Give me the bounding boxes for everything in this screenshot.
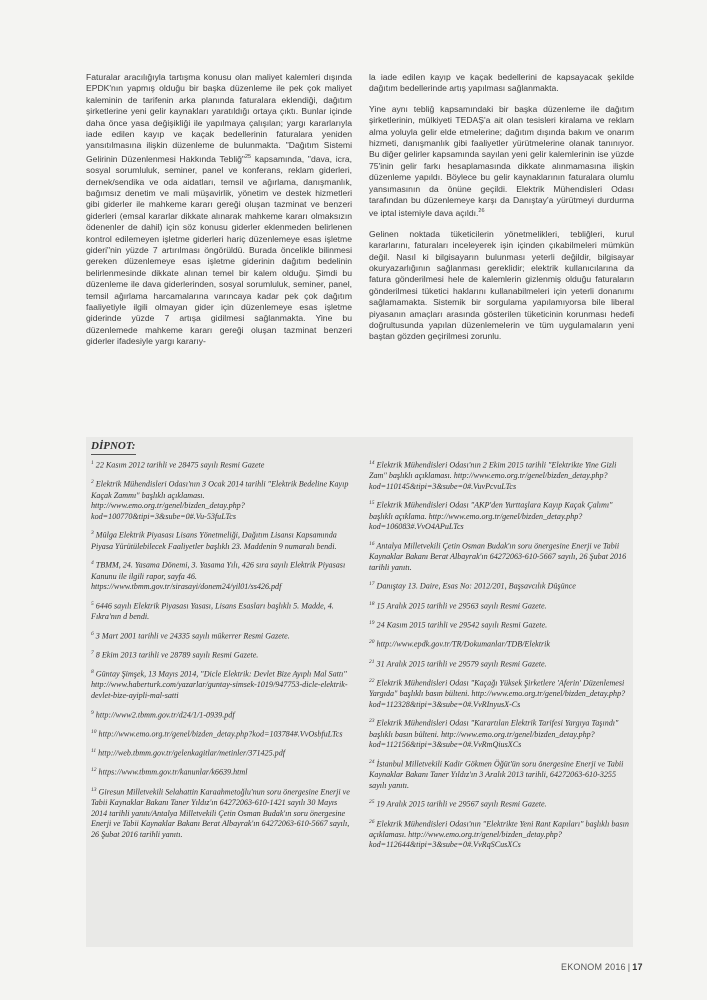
body-paragraph [86,72,352,348]
footnote-number: 16 [369,540,375,547]
footnote-text: Danıştay 13. Daire, Esas No: 2012/201, Başsavcılık Düşünce [376,582,576,592]
footnote [91,629,351,642]
footnote [369,579,631,592]
footnote-text: https://www.tbmm.gov.tr/kanunlar/k6639.html [98,768,248,778]
page-footer [561,962,643,972]
footnote-text: TBMM, 24. Yasama Dönemi, 3. Yasama Yılı, 426 sıra sayılı Elektrik Piyasası Kanunu ile ilgili rapor, sayfa 46. https://www.tbmm.gov.tr/sirasayi/donem24/yil01/ss426.pdf [91,560,346,592]
footnote [369,539,631,573]
paragraph-text-continued: kapsamında, "dava, icra, sosyal sorumluluk, seminer, panel ve konferans, reklam giderleri, dernek/sendika ve oda aidatları, temsil ve ağırlama, danışmanlık, bağımsız denetim ve mali müşavirlik, yönetim ve destek hizmetleri gibi giderler ile mahkeme kararı gereği oluşan tazminat ve benzeri giderleri (emsal kararlar dikkate alınarak mahkeme kararı olmaksızın ödenenler de dahil) için söz konusu giderler eklenmeden belirlenen kontrol edilemeyen işletme giderleri hariç düzenlemeye esas işletme gideri"nin yüzde 7 artırılması öngörüldü. Burada öncelikle bilinmesi gereken düzenlemeye esas işletme giderinin dağıtım bedelinin belirlenmesinde dikkate alınan temel bir kalem olduğu. Şimdi bu düzenleme ile dava giderlerinden, sosyal sorumluluk, seminer, panel, temsil ağırlama harcamalarına varıncaya kadar pek çok dağıtım faaliyetiyle ilgili olmayan gider için düzenlemeye esas işletme giderinde yüzde 7 artışa gidilmesi sağlanmakta. Yine bu düzenlemede mahkeme kararı gereği oluşan tazminat benzeri giderler ifadesiyle yargı kararıy- [86,153,352,347]
footnote [91,765,351,778]
body-column-right [369,72,634,352]
footnote-reference: 26 [478,208,485,215]
footnote-number: 9 [91,709,94,716]
footnote-reference: 25 [245,153,252,160]
body-paragraph [369,229,634,343]
footnote-text: Güntay Şimşek, 13 Mayıs 2014, "Dicle Elektrik: Devlet Bize Ayıplı Mal Sattı" http://www.haberturk.com/yazarlar/guntay-simsek-1019/947753-dicle-elektrik-devlet-bize-ayipli-mal-satti [91,669,348,700]
footnote [91,477,351,522]
footnote [91,458,351,471]
footnote-number: 26 [369,818,375,825]
footnotes-column-left [91,458,351,846]
footnote-text: Elektrik Mühendisleri Odası'nın 3 Ocak 2014 tarihli "Elektrik Bedeline Kayıp Kaçak Zammı" başlıklı açıklaması. http://www.emo.org.tr/genel/bizden_detay.php?kod=100770&tipi=3&sube=0#.Vu-53fuLTcs [91,479,349,521]
footnote [91,708,351,721]
footnote-number: 10 [91,728,97,735]
footnote [369,458,631,492]
footnote-number: 13 [91,786,97,793]
footnote-text: Antalya Milletvekili Çetin Osman Budak'ın soru önergesine Enerji ve Tabii Kaynaklar Bakanı Berat Albayrak'ın 64272063-610-5667 sayılı, 26 Şubat 2016 tarihli yanıtı. [369,541,627,572]
footnote-number: 19 [369,619,375,626]
footnote [369,797,631,810]
body-paragraph [369,104,634,220]
footnote [91,528,351,552]
footnote-number: 25 [369,799,375,806]
footnote-text: http://www.epdk.gov.tr/TR/Dokumanlar/TDB/Elektrik [376,639,551,649]
footnote-text: 22 Kasım 2012 tarihli ve 28475 sayılı Resmi Gazete [95,460,265,470]
footnote-text: Elektrik Mühendisleri Odası "Kaçağı Yüksek Şirketlere 'Aferin' Düzenlemesi Yargıda" başlıklı basın bülteni. http://www.emo.org.tr/genel/bizden_detay.php?kod=112328&tipi=3&sube=0#.VvRInyusX-Cs [369,678,626,709]
footnote [369,618,631,631]
footnote-text: 24 Kasım 2015 tarihli ve 29542 sayılı Resmi Gazete. [376,620,548,630]
footnote-text: Elektrik Mühendisleri Odası "AKP'den Yurttaşlara Kayıp Kaçak Çalımı" başlıklı açıklama. http://www.emo.org.tr/genel/bizden_detay.php?kod=106083#.VvO4APuLTcs [369,501,613,532]
footnote [369,637,631,650]
footnote [369,657,631,670]
footnote-text: 19 Aralık 2015 tarihli ve 29567 sayılı Resmi Gazete. [376,799,547,809]
paragraph-text: Yine aynı tebliğ kapsamındaki bir başka düzenleme ile dağıtım şirketlerinin, mülkiyeti TEDAŞ'a ait olan tesisleri kiralama ve reklam alma yoluyla gelir elde etmelerine; dağıtım dışında bakım ve onarım hizmeti, danışmanlık gibi faaliyetler yürütmelerine olanak tanınıyor. Bu diğer gelirler kapsamında sayılan yeni gelir kalemlerinin ise yüzde 75'inin gelir farkı hesaplamasında dikkate alınmamasına ilişkin düzenleme yapıldı. Böylece bu gelir kaynaklarının faturalara olumlu yansımasının da önüne geçildi. Elektrik Mühendisleri Odası tarafından bu düzenlemeye karşı da Danıştay'a yürütmeyi durdurma ve iptal istemiyle dava açıldı. [369,103,634,219]
footnote-text: 8 Ekim 2013 tarihli ve 28789 sayılı Resmi Gazete. [95,650,259,660]
footnote-number: 12 [91,767,97,774]
page-number: 17 [632,962,643,972]
footnote [91,558,351,592]
footnotes-title: DİPNOT: [91,440,136,452]
footnote-text: İstanbul Milletvekili Kadir Gökmen Öğüt'ün soru önergesine Enerji ve Tabii Kaynaklar Bakanı Taner Yıldız'ın 3 Aralık 2013 tarihli, 64272063-610-3255 sayılı yanıtı. [369,759,624,790]
footnote-text: 6446 sayılı Elektrik Piyasası Yasası, Lisans Esasları başlıklı 5. Madde, 4. Fıkra'nın d bendi. [91,601,334,621]
footnote-number: 6 [91,630,94,637]
footnote-number: 11 [91,748,97,755]
footnote-number: 17 [369,581,375,588]
body-paragraph [369,72,634,95]
footnote-number: 18 [369,600,375,607]
paragraph-text: Gelinen noktada tüketicilerin yönetmelikleri, tebliğleri, kurul kararlarını, faturaları inceleyerek işin içinden çıkabilmeleri mümkün değil. Nasıl ki bilgisayarın bulunması yeterli değildir, bilgisayar okuryazarlığının sağlanması gereklidir; elektrik kullanıcılarına da fatura gönderilmesi hele de kalemlerin gizlenmiş olduğu faturaların gönderilmesi tüketici haklarını kullanabilmeleri için yeterli donanımı sağlamamakta. Sistemik bir sorgulama yapılamıyorsa bile liberal piyasanın amaçları arasında gösterilen tüketicinin korunması hedefi doğrultusunda yapılan düzenlemelerin ve tüm uygulamaların yeni baştan gözden geçirilmesi zorunlu. [369,228,634,342]
footer-separator: | [627,962,631,972]
footnote-number: 5 [91,600,94,607]
footnote-number: 14 [369,460,375,466]
footnote [91,727,351,740]
footnote [369,817,631,851]
footnote-number: 3 [91,530,94,537]
footnote-text: 31 Aralık 2015 tarihli ve 29579 sayılı Resmi Gazete. [376,659,547,669]
footnote-number: 8 [91,669,94,676]
footnote-number: 24 [369,758,375,765]
footnote-number: 7 [91,649,94,656]
footnote-text: Giresun Milletvekili Selahattin Karaahmetoğlu'nun soru önergesine Enerji ve Tabii Kaynaklar Bakanı Taner Yıldız'ın 64272063-610-1421 sayılı 30 Mayıs 2014 tarihli yanıtı/Antalya Milletvekili Çetin Osman Budak'ın soru önergesine Enerji ve Tabii Kaynaklar Bakanı Berat Albayrak'ın 64272063-610-5667 sayılı, 26 Şubat 2016 tarihli yanıtı. [91,787,350,839]
paragraph-text: Faturalar aracılığıyla tartışma konusu olan maliyet kalemleri dışında EPDK'nın yapmış olduğu bir başka düzenleme ile pek çok maliyet kaleminin de tarifenin arka planında faturalara eklendiği, dağıtım şirketlerine yeni gelir kaynakları yaratıldığı ortaya çıktı. Bunlar içinde daha önce yasa değişikliği ile yapılmaya çalışılan; yargı kararlarıyla iade edilen kayıp ve kaçak bedellerinin faturalara yeniden yansıtılmasına ilişkin düzenleme de bulunmakta. "Dağıtım Sistemi Gelirinin Düzenlenmesi Hakkında Tebliğ" [86,72,352,164]
footnote [369,757,631,791]
footnote [369,498,631,532]
footnote-text: 15 Aralık 2015 tarihli ve 29563 sayılı Resmi Gazete. [376,601,547,611]
footnote-number: 4 [91,560,94,567]
footnote-number: 21 [369,658,375,665]
footnote-number: 23 [369,718,375,725]
footnote [91,667,351,701]
footnote-text: Elektrik Mühendisleri Odası'nın "Elektrikte Yeni Rant Kapıları" başlıklı basın açıklaması. http://www.emo.org.tr/genel/bizden_detay.php?kod=112644&tipi=3&sube=0#.VvRqSCusXCs [369,819,629,850]
footnote [91,746,351,759]
footnotes-title-rule [91,454,136,455]
footnote-number: 22 [369,677,375,684]
footnote-number: 20 [369,639,375,646]
footnote [369,676,631,710]
footnote-text: http://www2.tbmm.gov.tr/d24/1/1-0939.pdf [95,710,235,720]
footnote-text: http://web.tbmm.gov.tr/gelenkagitlar/metinler/371425.pdf [98,748,286,758]
footnote-text: Mülga Elektrik Piyasası Lisans Yönetmeliği, Dağıtım Lisansı Kapsamında Piyasa Yürütülebilecek Faaliyetler başlıklı 23. Maddenin 9 numaralı bendi. [91,531,337,551]
footnote [369,599,631,612]
paragraph-text: la iade edilen kayıp ve kaçak bedellerini de kapsayacak şekilde dağıtım bedellerinde artış yapılması sağlanmakta. [369,72,634,94]
footnote-text: http://www.emo.org.tr/genel/bizden_detay.php?kod=103784#.VvOsbfuLTcs [98,729,343,739]
footnote [91,648,351,661]
footnote-number: 2 [91,479,94,486]
footnote-number: 15 [369,500,375,507]
footnote [91,599,351,623]
footnote [369,716,631,750]
magazine-name: EKONOM 2016 [561,962,626,972]
footnote-text: 3 Mart 2001 tarihli ve 24335 sayılı mükerrer Resmi Gazete. [95,631,290,641]
footnotes-column-right [369,458,631,857]
footnote [91,785,351,841]
footnote-text: Elektrik Mühendisleri Odası'nın 2 Ekim 2015 tarihli "Elektrikte Yine Gizli Zam" başlıklı açıklaması. http://www.emo.org.tr/genel/bizden_detay.php?kod=110145&tipi=3&sube=0#.VuvPcvuLTcs [369,460,617,491]
footnote-number: 1 [91,460,94,466]
footnote-text: Elektrik Mühendisleri Odası "Karartılan Elektrik Tarifesi Yargıya Taşındı" başlıklı basın bülteni. http://www.emo.org.tr/genel/bizden_detay.php?kod=112156&tipi=3&sube=0#.VvRmQiusXCs [369,718,619,750]
body-column-left [86,72,352,357]
